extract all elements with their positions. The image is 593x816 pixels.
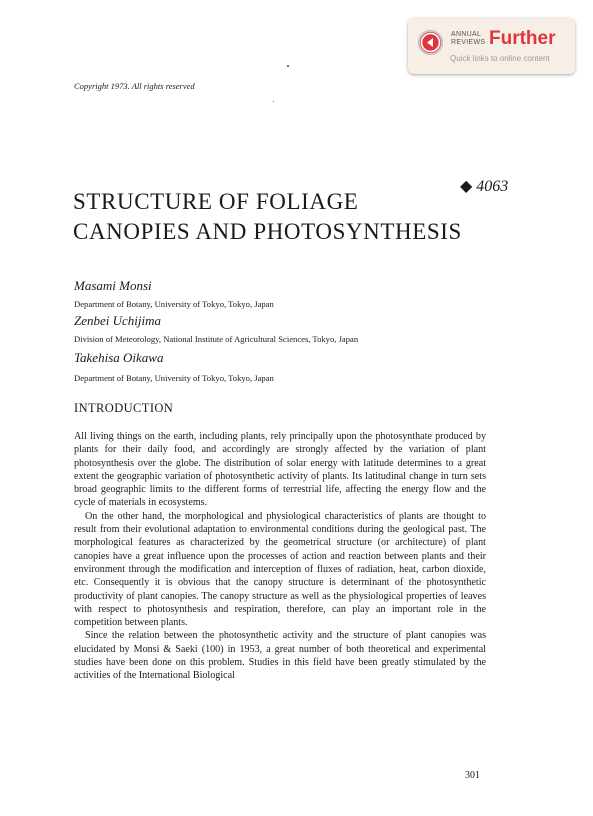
author-name: Masami Monsi xyxy=(74,278,152,293)
annual-label: ANNUAL xyxy=(451,31,482,38)
page-number: 301 xyxy=(465,770,480,781)
article-title xyxy=(73,187,462,247)
play-back-icon[interactable] xyxy=(418,30,443,55)
further-label: Further xyxy=(489,28,556,49)
quick-links-label: Quick links to online content xyxy=(450,54,550,63)
speck xyxy=(287,65,289,67)
section-heading: INTRODUCTION xyxy=(74,401,174,415)
paragraph: All living things on the earth, including plants, rely principally upon the photosynthate produced by plants for their daily food, and accordingly are strongly affected by the variation of plant photosynthesis over the globe. The distribution of solar energy with latitude determines to a great extent the geographic variation of photosynthetic activity of plants. Its latitudinal change in turn sets broad geographic limits to the different forms of terrestrial life, affecting the energy flow and the cycle of materials in ecosystems. xyxy=(74,431,486,509)
article-id: ◆ 4063 xyxy=(460,178,509,195)
copyright-notice: Copyright 1973. All rights reserved xyxy=(74,81,195,91)
further-banner[interactable] xyxy=(408,18,575,74)
paragraph: Since the relation between the photosynthetic activity and the structure of plant canopies was elucidated by Monsi & Saeki (100) in 1953, a great number of both theoretical and experimental studies have been done on this problem. Studies in this field have been greatly stimulated by the activities of the International Biological xyxy=(74,630,486,682)
title-line-2: CANOPIES AND PHOTOSYNTHESIS xyxy=(73,219,462,245)
author-affiliation: Division of Meteorology, National Institute of Agricultural Sciences, Tokyo, Japan xyxy=(74,334,359,344)
author-name: Zenbei Uchijima xyxy=(74,313,162,328)
author-affiliation: Department of Botany, University of Tokyo, Tokyo, Japan xyxy=(74,299,274,309)
annual-reviews-logo xyxy=(451,31,485,47)
article-body xyxy=(74,430,486,683)
title-line-1: STRUCTURE OF FOLIAGE xyxy=(73,189,359,215)
reviews-label: REVIEWS xyxy=(451,39,486,46)
author-affiliation: Department of Botany, University of Tokyo, Tokyo, Japan xyxy=(74,373,274,383)
author-name: Takehisa Oikawa xyxy=(74,350,164,365)
paragraph: On the other hand, the morphological and physiological characteristics of plants are thought to result from their evolutional adaptation to environmental conditions during the geological past. The morphological features as characterized by the geometrical structure (or architecture) of plant canopies have a great influence upon the processes of action and reaction between plants and their environment through the modification and interception of fluxes of radiation, heat, carbon dioxide, etc. Consequently it is obvious that the canopy structure is determinant of the photosynthetic productivity of plant canopies. The canopy structure as well as the physiological properties of leaves with respect to photosynthesis and respiration, therefore, can play an important role in the competition between plants. xyxy=(74,510,486,629)
speck xyxy=(273,101,274,102)
